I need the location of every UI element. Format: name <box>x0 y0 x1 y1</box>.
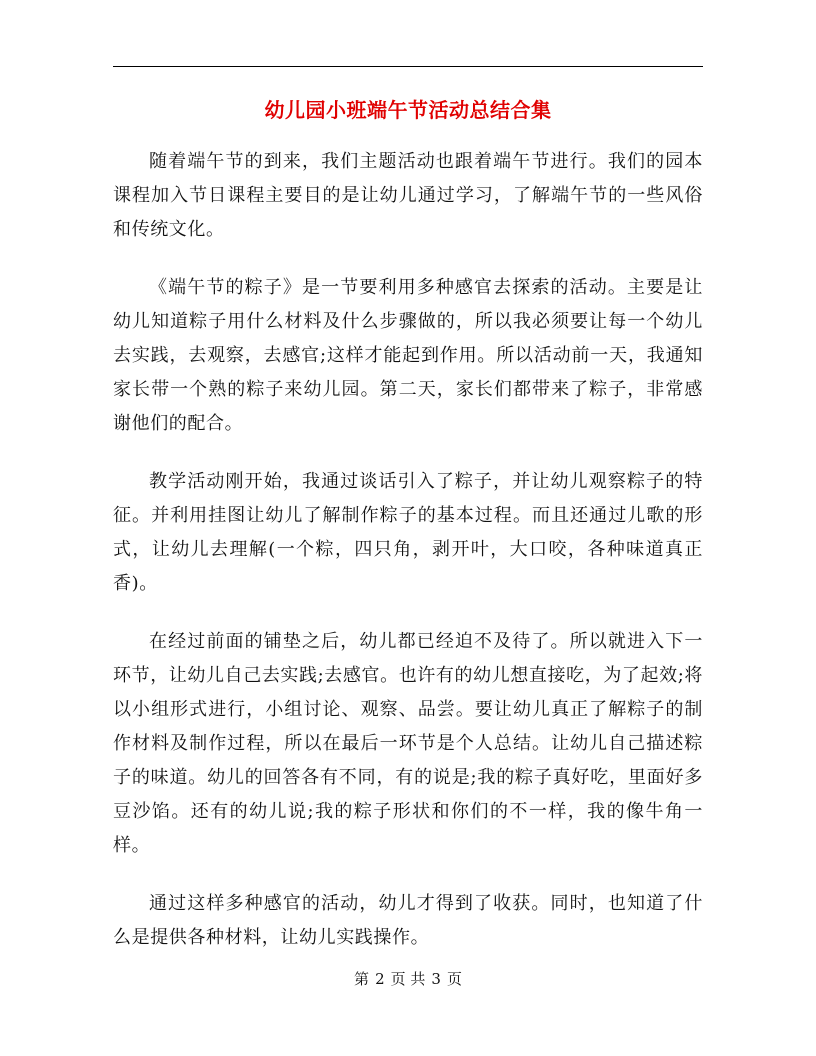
footer-total-pages: 3 <box>431 970 441 988</box>
document-body <box>113 145 703 979</box>
footer-suffix: 页 <box>446 970 462 988</box>
paragraph-4: 在经过前面的铺垫之后，幼儿都已经迫不及待了。所以就进入下一环节，让幼儿自己去实践;去感官。也许有的幼儿想直接吃，为了起效;将以小组形式进行，小组讨论、观察、品尝。要让幼儿真正了解粽子的制作材料及制作过程，所以在最后一环节是个人总结。让幼儿自己描述粽子的味道。幼儿的回答各有不同，有的说是;我的粽子真好吃，里面好多豆沙馅。还有的幼儿说;我的粽子形状和你们的不一样，我的像牛角一样。 <box>113 631 703 856</box>
paragraph-1: 随着端午节的到来，我们主题活动也跟着端午节进行。我们的园本课程加入节日课程主要目的是让幼儿通过学习，了解端午节的一些风俗和传统文化。 <box>113 151 703 240</box>
header-rule <box>113 66 703 67</box>
page-footer <box>113 969 703 989</box>
footer-middle: 页 共 <box>390 970 426 988</box>
paragraph-3: 教学活动刚开始，我通过谈话引入了粽子，并让幼儿观察粽子的特征。并利用挂图让幼儿了解制作粽子的基本过程。而且还通过儿歌的形式，让幼儿去理解(一个粽，四只角，剥开叶，大口咬，各种味道真正香)。 <box>113 471 703 594</box>
paragraph-5: 通过这样多种感官的活动，幼儿才得到了收获。同时，也知道了什么是提供各种材料，让幼儿实践操作。 <box>113 893 703 948</box>
document-title: 幼儿园小班端午节活动总结合集 <box>264 98 552 122</box>
paragraph-2: 《端午节的粽子》是一节要利用多种感官去探索的活动。主要是让幼儿知道粽子用什么材料及什么步骤做的，所以我必须要让每一个幼儿去实践，去观察，去感官;这样才能起到作用。所以活动前一天，我通知家长带一个熟的粽子来幼儿园。第二天，家长们都带来了粽子，非常感谢他们的配合。 <box>113 277 703 434</box>
footer-prefix: 第 <box>354 970 370 988</box>
footer-current-page: 2 <box>375 970 385 988</box>
